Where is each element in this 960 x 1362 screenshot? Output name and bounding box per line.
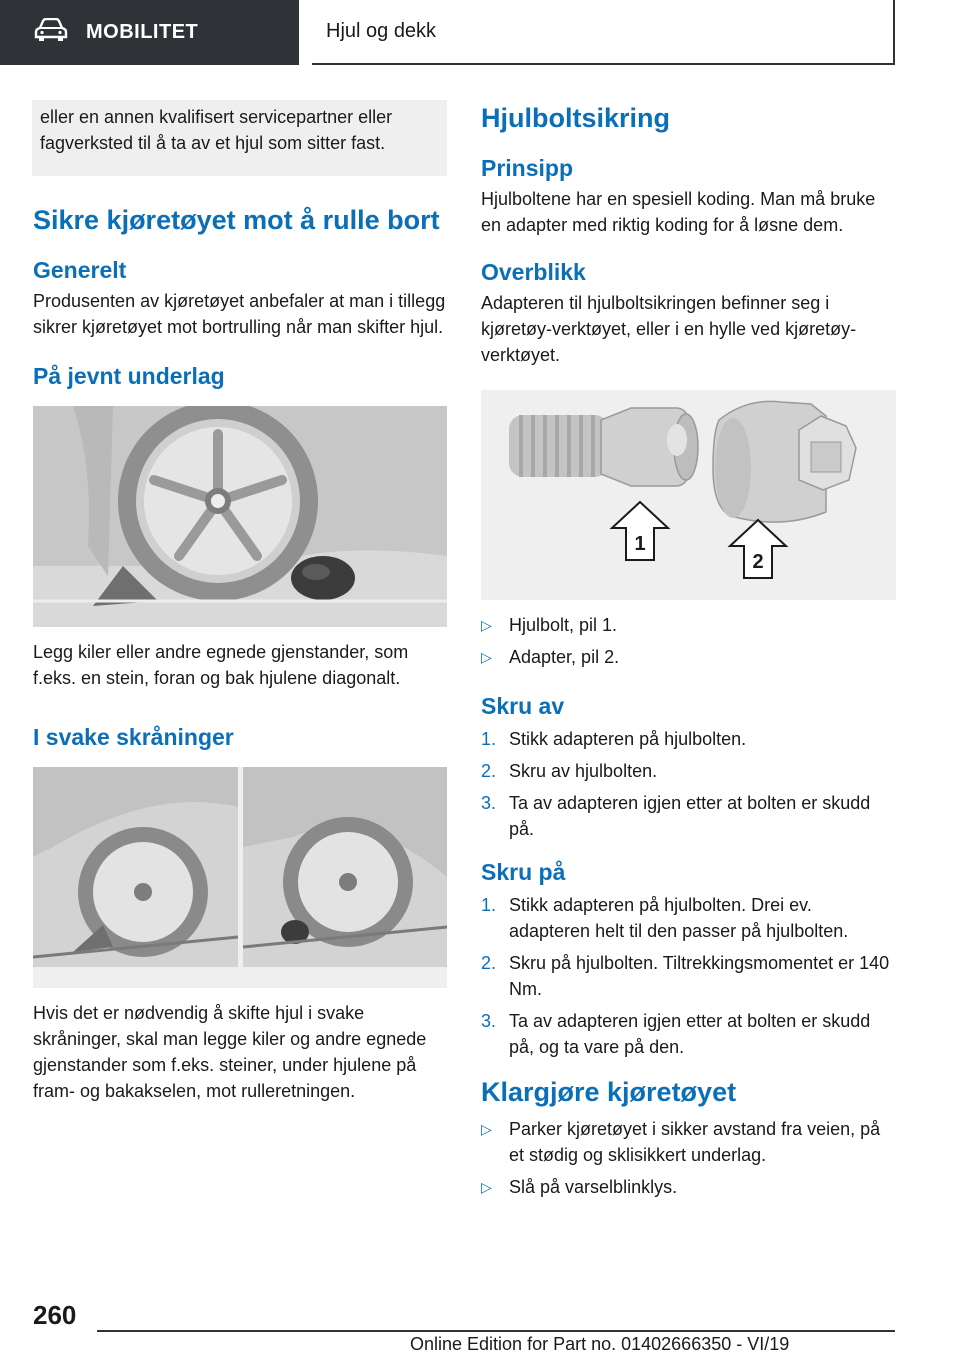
generelt-text: Produsenten av kjøretøyet anbefaler at man i tillegg sikrer kjøretøyet mot bortrulling når man skifter hjul.	[33, 291, 446, 337]
list-item: 2. Skru av hjulbolten.	[481, 761, 658, 781]
chapter-label: Hjul og dekk	[326, 20, 437, 42]
section-tab	[0, 0, 299, 65]
figure-label-1: 1	[634, 533, 646, 555]
right-column	[481, 100, 896, 1206]
overblikk-list	[481, 612, 896, 670]
triangle-right-icon: ▷	[481, 1179, 492, 1195]
subheading-flat-ground: På jevnt underlag	[33, 363, 225, 389]
car-icon	[34, 18, 68, 47]
page-number: 260	[33, 1300, 77, 1330]
left-column	[33, 100, 447, 1104]
subheading-prinsipp: Prinsipp	[481, 155, 574, 181]
list-item: 3. Ta av adapteren igjen etter at bolten er skudd på.	[481, 793, 871, 839]
subheading-generelt: Generelt	[33, 257, 127, 283]
subheading-slopes: I svake skråninger	[33, 724, 234, 750]
slopes-caption: Hvis det er nødvendig å skifte hjul i svake skråninger, skal man legge kiler og andre egnede gjenstander som f.eks. steiner, under hjulene på fram- og bakakselen, mot rulleretningen.	[33, 1003, 427, 1101]
list-item: 1. Stikk adapteren på hjulbolten.	[481, 729, 747, 749]
list-item: 3. Ta av adapteren igjen etter at bolten er skudd på, og ta vare på den.	[481, 1011, 871, 1057]
figure-flat-ground	[33, 406, 447, 627]
note-text: eller en annen kvalifisert servicepartner eller fagverksted til å ta av et hjul som sitter fast.	[40, 107, 393, 153]
klargjore-list	[481, 1116, 896, 1200]
section-label: MOBILITET	[86, 21, 199, 43]
list-item: ▷ Slå på varselblinklys.	[481, 1174, 896, 1200]
list-item: ▷ Parker kjøretøyet i sikker avstand fra veien, på et stødig og sklisikkert underlag.	[481, 1116, 896, 1168]
triangle-right-icon: ▷	[481, 617, 492, 633]
overblikk-text: Adapteren til hjulboltsikringen befinner seg i kjøretøy-verktøyet, eller i en hylle ved kjøretøy-verktøyet.	[481, 293, 857, 365]
flat-ground-caption: Legg kiler eller andre egnede gjenstander, som f.eks. en stein, foran og bak hjulene diagonalt.	[33, 642, 409, 688]
prinsipp-text: Hjulboltene har en spesiell koding. Man må bruke en adapter med riktig koding for å løsne dem.	[481, 189, 876, 235]
figure-bolt-adapter	[481, 390, 896, 600]
footer-divider	[97, 1330, 895, 1332]
skru-pa-steps	[481, 892, 896, 1060]
heading-prepare-vehicle: Klargjøre kjøretøyet	[481, 1077, 737, 1107]
heading-wheel-bolt-lock: Hjulboltsikring	[481, 103, 670, 133]
list-item: 1. Stikk adapteren på hjulbolten. Drei ev. adapteren helt til den passer på hjulbolten.	[481, 895, 849, 941]
triangle-right-icon: ▷	[481, 649, 492, 665]
figure-slopes	[33, 767, 447, 988]
chapter-header	[312, 0, 895, 65]
list-item: ▷ Adapter, pil 2.	[481, 644, 896, 670]
list-item: ▷ Hjulbolt, pil 1.	[481, 612, 896, 638]
triangle-right-icon: ▷	[481, 1121, 492, 1137]
subheading-overblikk: Overblikk	[481, 259, 586, 285]
heading-secure-vehicle: Sikre kjøretøyet mot å rulle bort	[33, 205, 440, 235]
figure-label-2: 2	[752, 551, 764, 573]
edition-text: Online Edition for Part no. 01402666350 - VI/19	[410, 1334, 790, 1354]
skru-av-steps	[481, 726, 896, 842]
subheading-skru-pa: Skru på	[481, 859, 566, 885]
note-box	[32, 100, 447, 176]
subheading-skru-av: Skru av	[481, 693, 565, 719]
list-item: 2. Skru på hjulbolten. Tiltrekkingsmomentet er 140 Nm.	[481, 953, 890, 999]
